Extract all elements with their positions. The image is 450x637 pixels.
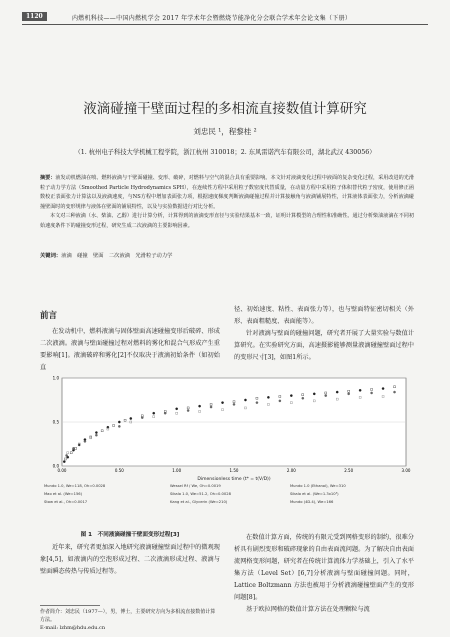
legend-entry: Mundo 1.0, We=118, Oh=0.0028 [44, 484, 106, 488]
affiliation: （1. 杭州电子科技大学机械工程学院，浙江杭州 310018；2. 东风雷诺汽车有限公司，湖北武汉 430056） [74, 149, 376, 156]
paper-title: 液滴碰撞干壁面过程的多相流直接数值计算研究 [83, 101, 367, 117]
figure-caption: 图 1 不同液滴碰撞干壁面变形过程[3] [80, 532, 180, 538]
keywords [40, 251, 414, 259]
data-point [313, 393, 315, 395]
data-point [118, 425, 120, 427]
data-point [176, 408, 178, 410]
x-tick-label: 2.50 [344, 468, 354, 473]
legend-entry: Mundo (4D.4), We=166 [290, 500, 334, 504]
data-point [336, 391, 338, 393]
data-point [210, 406, 212, 408]
x-axis-label: Dimensionless time (t* = t(V/D)) [197, 477, 271, 482]
data-point [244, 399, 246, 401]
data-point [84, 440, 86, 442]
footnote-rule [40, 605, 100, 606]
x-tick-label: 3.00 [401, 468, 411, 473]
paragraph: 针对液滴与壁面的碰撞问题，研究者开展了大量实验与数值计算研究。在实验研究方面，高速摄影能够测量液滴碰撞壁面过程中的变形尺寸[3]，如图1所示。 [234, 330, 414, 361]
x-tick-label: 1.00 [172, 468, 182, 473]
section-title: 前言 [40, 311, 58, 321]
data-point [164, 412, 166, 414]
data-point [256, 402, 258, 404]
legend-entry: Mundo 1.0 (Ethanol), We=310 [290, 484, 346, 488]
legend-entry: Wessel Rf / We, Oh=0.0019 [170, 484, 221, 488]
paragraph: 在发动机中，燃料液滴与固体壁面高速碰撞变形后破碎、形成二次液滴。液滴与壁面碰撞过程对燃料的雾化和混合气形成产生重要影响[1]。液滴破碎和雾化[2]不仅取决于液滴初始条件（如初始直 [40, 328, 220, 371]
data-point [187, 409, 189, 411]
legend-entry: Sikalo 1.0, We=51.2, Oh=0.0028 [170, 492, 231, 496]
right-column-top [234, 304, 414, 364]
running-header [22, 10, 428, 25]
abstract-text: 液发动机燃油在喷、燃料液滴与干壁面碰撞、变形、破碎，对燃料与空气的混合具有重要影响。本文针对液滴变化过程中液面的复杂变化过程，采用改进的光滑粒子动力学方法（Smoothed Particle Hydrodynamics SPH），在连续性方程中采用粒子数密度代替质量，在动量方程中采用粒子体积替代粒子密度，使用修正函数校正表面张力计算法以及液滴速度，与NS方程中增加表面张力项，根据速度梯度判断液滴碰撞过程并计算接触角与液滴铺展特性，计算液体表面张力，分析液滴碰撞壁面时的变形规律与液体在壁面的铺展特性，以及与实验数据进行对比分析。 [40, 175, 414, 210]
data-point [325, 395, 327, 397]
data-point [65, 454, 67, 456]
running-title: 内燃机科技——中国内燃机学会 2017 年学术年会暨燃烧节能净化分会联合学术年会论文集（下册） [72, 15, 352, 22]
paragraph: 径、初始速度、粘性、表面张力等），也与壁面特征密切相关（外形、表面粗糙度、表面能等）。 [234, 306, 414, 325]
x-tick-label: 2.00 [286, 468, 296, 473]
keywords-label: 关键词： [40, 253, 62, 259]
figure-legend [40, 484, 414, 526]
y-tick-label: 0.0 [52, 463, 59, 469]
left-column-bottom [40, 542, 220, 578]
abstract-label: 摘要： [40, 175, 56, 181]
page-number: 1120 [22, 12, 47, 21]
data-point [382, 387, 384, 389]
x-tick-label: 1.50 [229, 468, 239, 473]
y-tick-label: 1.0 [52, 375, 59, 381]
data-point [72, 447, 74, 449]
data-point [290, 395, 292, 397]
data-point [221, 402, 223, 404]
data-point [130, 417, 132, 419]
x-tick-label: 0.50 [114, 468, 124, 473]
data-point [118, 421, 120, 423]
paragraph: 近年来，研究者更加深入地研究液滴碰撞壁面过程中的微观现象[4,5]，如液滴内的空泡形成过程、二次液滴形成过程、液滴与壁面瞬态传热与传质过程等。 [40, 544, 220, 575]
data-point [393, 391, 395, 393]
y-tick-label: 0.5 [52, 419, 59, 425]
data-point [371, 392, 373, 394]
x-tick-label: 0.00 [57, 468, 67, 473]
data-point [153, 412, 155, 414]
data-point [199, 405, 201, 407]
author-list: 刘忠民 ¹，程黎桂 ² [193, 127, 257, 136]
data-point [359, 389, 361, 391]
data-point [267, 396, 269, 398]
right-column-bottom [234, 532, 414, 616]
legend-entry: Mao et al. (We=156) [44, 492, 83, 496]
legend-entry: Kang et al., Glycerin (We=210) [170, 500, 228, 504]
data-point [63, 461, 65, 463]
paragraph: 在数值计算方面，传统的有限元受到网格变形的制约，很难分析具有剧烈变形和破碎现象的自由表面流问题。为了解决自由表面流网格变形问题，研究者在传统计算流体力学基础上，引入了水平集方法（Level Set）[6,7]分析液滴与壁面碰撞问题。同时，Lattice Boltzmann 方法也被用于分析液滴碰撞壁面产生的变形问题[8]。 [234, 534, 414, 601]
data-point [141, 417, 143, 419]
keywords-text: 液滴 碰撞 壁面 二次液滴 光滑粒子动力学 [61, 253, 173, 259]
data-point [95, 431, 97, 433]
abstract-text-2: 本文对三种液滴（水、柴油、乙醇）进行计算分析，计算得到的液滴变形直径与实验结果基本一致，证明计算模型的合理性和准确性。通过分析柴油液滴在不同初始速度条件下的碰撞变形过程，研究生成二次液滴的主要影响因素。 [40, 213, 414, 229]
legend-entry: Stow et al., Oh=0.0017 [44, 500, 88, 504]
data-point [302, 397, 304, 399]
data-point [279, 400, 281, 402]
abstract [40, 174, 414, 232]
scatter-chart [40, 374, 414, 482]
data-point [348, 393, 350, 395]
data-point [95, 434, 97, 436]
figure-1 [40, 374, 414, 482]
footnote: 作者简介：刘忠民（1977—），男，博士，主要研究方向为多相流直接数值计算方法。 E-mail: lzhm@hdu.edu.cn [40, 609, 216, 631]
left-column-top [40, 326, 220, 374]
paragraph: 基于欧拉网格的数值计算方法在处理颗粒与流 [246, 606, 370, 613]
legend-entry: Sikalo et al. (We=1.3x10³) [290, 492, 339, 496]
data-point [233, 403, 235, 405]
